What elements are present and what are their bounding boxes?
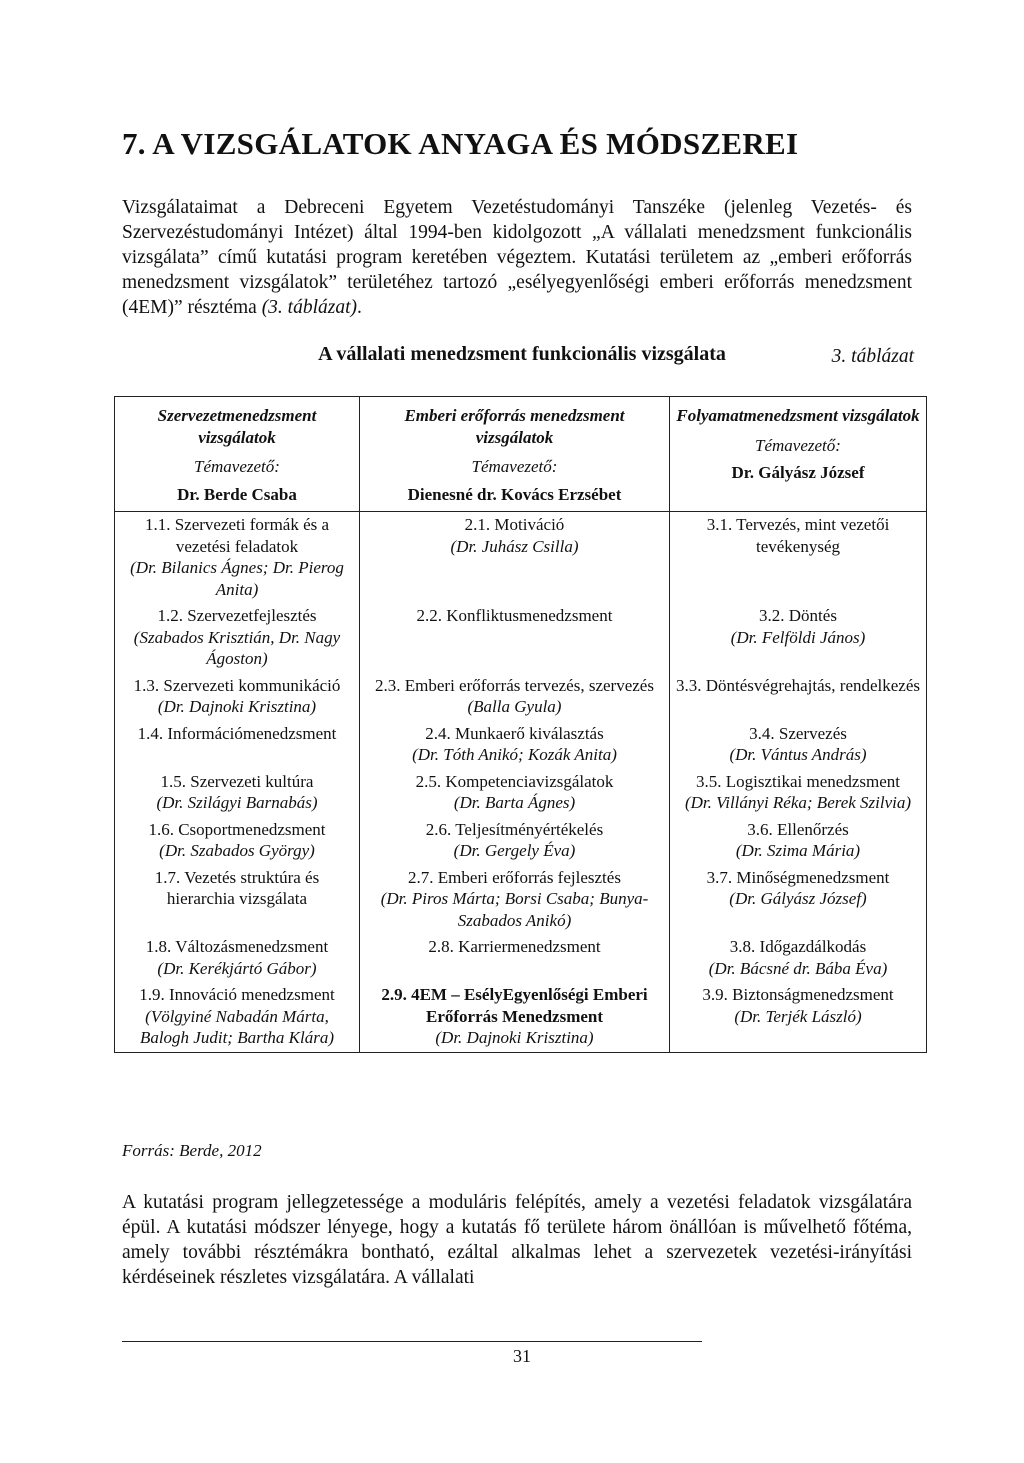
cell-researchers: (Dr. Szilágyi Barnabás) [156, 793, 318, 812]
cell-researchers: (Dr. Barta Ágnes) [453, 793, 576, 812]
cell-topic: 2.6. Teljesítményértékelés [425, 819, 604, 839]
table-row [115, 817, 927, 865]
column-title: Folyamatmenedzsment vizsgálatok [676, 406, 920, 425]
column-subtitle: Témavezető: [194, 457, 280, 476]
table-cell [115, 817, 360, 865]
table-cell [360, 934, 670, 982]
cell-researchers: (Dr. Terjék László) [734, 1006, 862, 1026]
table-cell [670, 721, 927, 769]
cell-researchers: (Dr. Gályász József) [729, 889, 867, 908]
cell-researchers: (Dr. Dajnoki Krisztina) [435, 1028, 594, 1047]
table-cell [670, 512, 927, 604]
intro-paragraph [122, 195, 912, 320]
cell-researchers: (Dr. Felföldi János) [730, 627, 866, 647]
section-heading: 7. A VIZSGÁLATOK ANYAGA ÉS MÓDSZEREI [122, 126, 799, 161]
cell-researchers: (Szabados Krisztián, Dr. Nagy Ágoston) [133, 627, 341, 668]
cell-topic: 3.2. Döntés [759, 606, 837, 625]
table-cell [360, 673, 670, 721]
intro-text: Vizsgálataimat a Debreceni Egyetem Vezetéstudományi Tanszéke (jelenleg Vezetés- és Szervezéstudományi Intézet) által 1994-ben kidolgozott „A vállalati menedzsment funkcionális vizsgálata” című kutatási program keretében végeztem. Kutatási területem az „emberi erőforrás menedzsment vizsgálatok” területéhez tartozó „esélyegyenlőségi emberi erőforrás menedzsment (4EM)” résztéma [122, 197, 912, 318]
table-cell [115, 769, 360, 817]
column-title: Szervezetmenedzsment vizsgálatok [157, 406, 317, 447]
cell-topic: 2.2. Konfliktusmenedzsment [416, 606, 613, 625]
table-cell [670, 817, 927, 865]
table-row [115, 721, 927, 769]
column-header [115, 397, 360, 512]
cell-topic: 1.6. Csoportmenedzsment [148, 819, 326, 839]
cell-topic: 2.5. Kompetenciavizsgálatok [415, 771, 614, 791]
table-cell [360, 603, 670, 673]
column-leader: Dr. Gályász József [731, 463, 865, 482]
cell-researchers: (Dr. Kerékjártó Gábor) [157, 958, 317, 978]
cell-topic: 1.1. Szervezeti formák és a vezetési feladatok [144, 515, 330, 556]
cell-topic: 1.3. Szervezeti kommunikáció [133, 675, 341, 695]
column-header [670, 397, 927, 512]
cell-researchers: (Dr. Tóth Anikó; Kozák Anita) [412, 745, 617, 764]
cell-topic: 3.7. Minőségmenedzsment [706, 867, 890, 887]
column-title: Emberi erőforrás menedzsment vizsgálatok [404, 406, 625, 447]
column-subtitle: Témavezető: [471, 457, 558, 476]
table-number: 3. táblázat [831, 346, 914, 367]
table-cell [115, 603, 360, 673]
column-leader: Dienesné dr. Kovács Erzsébet [407, 484, 622, 504]
table-row [115, 603, 927, 673]
cell-researchers: (Dr. Szabados György) [159, 841, 315, 860]
table-row [115, 673, 927, 721]
table-cell [115, 934, 360, 982]
cell-topic: 3.4. Szervezés [749, 723, 847, 743]
column-header [360, 397, 670, 512]
footer-divider [122, 1341, 702, 1342]
table-cell [360, 769, 670, 817]
closing-paragraph: A kutatási program jellegzetessége a moduláris felépítés, amely a vezetési feladatok vizsgálatára épül. A kutatási módszer lényege, hogy a kutatás fő területe három önállóan is művelhető főtéma, amely további résztémákra bontható, ezáltal alkalmas lehet a szervezetek vezetési-irányítási kérdéseinek részletes vizsgálatára. A vállalati [122, 1192, 912, 1288]
table-row [115, 934, 927, 982]
table-cell [115, 865, 360, 935]
table-cell [360, 512, 670, 604]
table-cell [115, 512, 360, 604]
cell-topic: 3.6. Ellenőrzés [747, 819, 849, 839]
cell-researchers: (Dr. Dajnoki Krisztina) [157, 697, 317, 716]
research-table [114, 396, 927, 1053]
cell-researchers: (Balla Gyula) [467, 697, 562, 716]
table-row [115, 512, 927, 604]
cell-topic: 3.8. Időgazdálkodás [729, 937, 867, 956]
table-cell [360, 982, 670, 1052]
cell-researchers: (Völgyiné Nabadán Márta, Balogh Judit; Bartha Klára) [139, 1006, 335, 1047]
cell-researchers: (Dr. Szima Mária) [735, 841, 861, 860]
cell-researchers: (Dr. Bácsné dr. Bába Éva) [708, 958, 888, 978]
table-cell [670, 769, 927, 817]
table-cell [360, 865, 670, 935]
cell-topic: 1.8. Változásmenedzsment [145, 937, 329, 956]
table-reference: (3. táblázat) [261, 297, 358, 318]
cell-researchers: (Dr. Gergely Éva) [453, 841, 576, 860]
table-cell [670, 673, 927, 721]
cell-topic: 1.2. Szervezetfejlesztés [157, 606, 317, 625]
table-cell [360, 721, 670, 769]
table-cell [670, 934, 927, 982]
cell-researchers: (Dr. Bilanics Ágnes; Dr. Pierog Anita) [130, 558, 344, 599]
table-row [115, 982, 927, 1052]
cell-topic: 2.4. Munkaerő kiválasztás [425, 723, 604, 743]
cell-researchers: (Dr. Piros Márta; Borsi Csaba; Bunya-Szabados Anikó) [380, 889, 649, 930]
column-subtitle: Témavezető: [755, 435, 841, 455]
cell-topic: 2.8. Karriermenedzsment [428, 937, 601, 956]
cell-researchers: (Dr. Vántus András) [729, 745, 867, 764]
table-cell [360, 817, 670, 865]
cell-topic: 3.3. Döntésvégrehajtás, rendelkezés [675, 675, 921, 695]
cell-topic: 2.3. Emberi erőforrás tervezés, szervezés [375, 675, 654, 695]
cell-topic: 3.9. Biztonságmenedzsment [702, 985, 894, 1004]
cell-topic: 3.5. Logisztikai menedzsment [696, 771, 900, 791]
cell-topic: 1.7. Vezetés struktúra és hierarchia vizsgálata [154, 867, 320, 908]
column-leader: Dr. Berde Csaba [177, 484, 297, 504]
intro-end: . [357, 297, 362, 318]
cell-topic: 2.7. Emberi erőforrás fejlesztés [408, 867, 621, 887]
table-cell [670, 603, 927, 673]
cell-topic: 1.9. Innováció menedzsment [139, 985, 335, 1004]
cell-researchers: (Dr. Villányi Réka; Berek Szilvia) [684, 793, 912, 812]
cell-topic: 2.9. 4EM – EsélyEgyenlőségi Emberi Erőforrás Menedzsment [381, 985, 648, 1026]
table-cell [115, 982, 360, 1052]
table-source: Forrás: Berde, 2012 [122, 1141, 262, 1160]
table-header-row [115, 397, 927, 512]
cell-researchers: (Dr. Juhász Csilla) [450, 536, 579, 556]
table-row [115, 865, 927, 935]
table-row [115, 769, 927, 817]
table-cell [670, 865, 927, 935]
cell-topic: 2.1. Motiváció [464, 515, 565, 534]
cell-topic: 1.5. Szervezeti kultúra [160, 771, 314, 791]
page-number: 31 [513, 1346, 531, 1366]
table-title: A vállalati menedzsment funkcionális vizsgálata [318, 343, 726, 365]
table-cell [115, 673, 360, 721]
table-cell [115, 721, 360, 769]
cell-topic: 3.1. Tervezés, mint vezetői tevékenység [706, 515, 890, 556]
cell-topic: 1.4. Információmenedzsment [137, 723, 337, 743]
table-cell [670, 982, 927, 1052]
